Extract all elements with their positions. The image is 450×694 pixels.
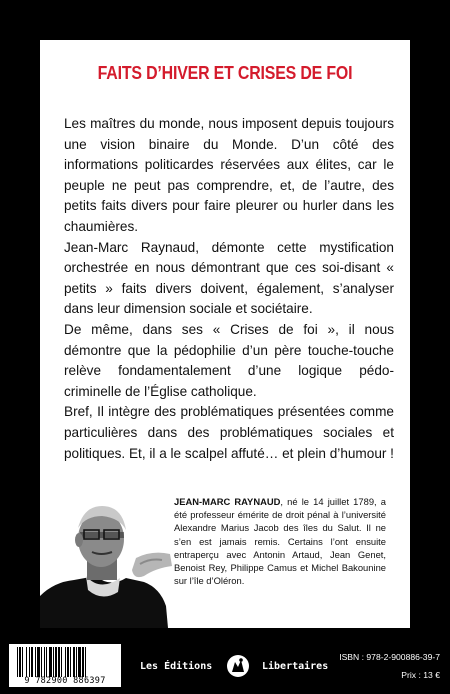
publisher-logo-icon (226, 654, 250, 678)
author-name: JEAN-MARC RAYNAUD (174, 496, 281, 507)
publisher-name-right: Libertaires (262, 661, 329, 672)
isbn-number: ISBN : 978-2-900886-39-7 (339, 652, 440, 662)
author-bio-text: , né le 14 juillet 1789, a été professeur émérite de droit pénal à l’université Alexandre Marius Jacob des îles du Salut. Il ne s’en est jamais remis. Certains l’ont ensuite entraperçu avec Antonin Artaud, Jean Genet, Benoist Rey, Philippe Camus et Michel Bakounine sur l’île d’Oléron. (174, 496, 386, 587)
blurb-paragraph-1: Les maîtres du monde, nous imposent depuis toujours une vision binaire du Monde. D’un côté des informations politicardes réservées aux élites, car le peuple ne peut pas comprendre, et, de l’autre, des petits faits divers pour faire pleurer ou hurler dans les chaumières. (64, 116, 394, 234)
author-photo (40, 484, 172, 628)
book-title: FAITS D’HIVER ET CRISES DE FOI (97, 62, 353, 83)
isbn-price-block (339, 648, 440, 684)
author-photo-image (40, 484, 172, 628)
barcode-bars (9, 644, 121, 678)
blurb (64, 114, 394, 464)
barcode-digits: 9 782900 886397 (24, 676, 106, 686)
author-bio (174, 495, 386, 587)
blurb-paragraph-2: Jean-Marc Raynaud, démonte cette mystification orchestrée en nous démontrant que ces soi-disant « petits » faits divers doivent, également, s’analyser dans leur dimension sociale et sociétaire. (64, 239, 394, 317)
price: Prix : 13 € (401, 670, 440, 680)
publisher-name (140, 652, 340, 680)
blurb-paragraph-3: De même, dans ses « Crises de foi », il nous démontre que la pédophilie d’un père touche-touche relève fondamentalement d’une logique pédo-criminelle de l’Église catholique. (64, 321, 394, 399)
barcode (9, 644, 121, 687)
blurb-paragraph-4: Bref, Il intègre des problématiques présentées comme particulières dans des problématiques sociales et politiques. Et, il a le scalpel affuté… et plein d’humour ! (64, 404, 394, 461)
publisher-name-left: Les Éditions (140, 661, 213, 672)
